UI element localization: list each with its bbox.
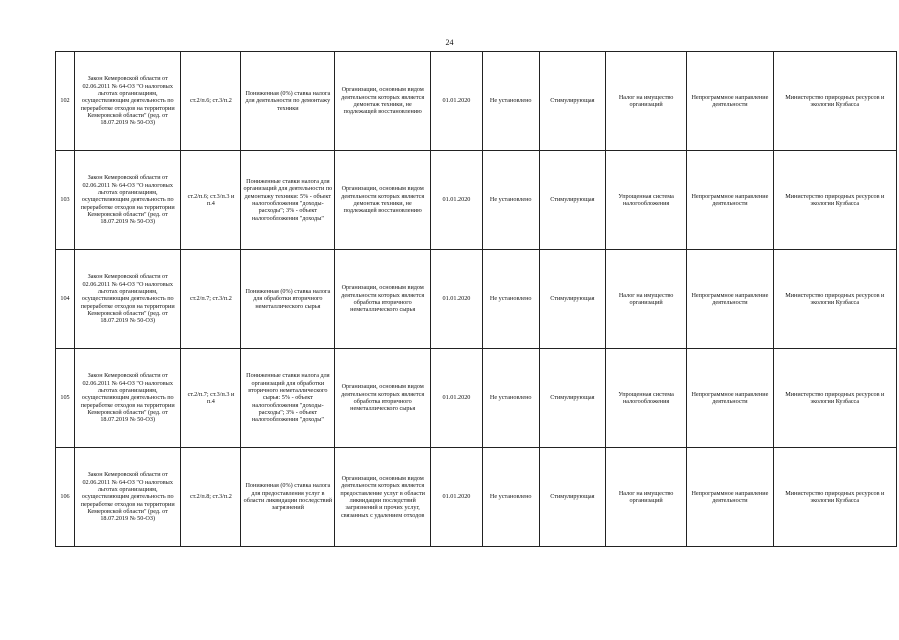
beneficiary-category: Организации, основным видом деятельности которых является обработка вторичного неметаллического сырья — [335, 250, 431, 349]
table-row — [56, 52, 897, 151]
program-direction: Непрограммное направление деятельности — [687, 349, 773, 448]
benefit-type: Стимулирующая — [539, 349, 605, 448]
articles: ст.2/п.6; ст.3/п.3 и п.4 — [181, 151, 241, 250]
curator: Министерство природных ресурсов и экологии Кузбасса — [773, 349, 896, 448]
benefit-type: Стимулирующая — [539, 448, 605, 547]
tax-name: Упрощенная система налогообложения — [606, 151, 687, 250]
beneficiary-category: Организации, основным видом деятельности которых является демонтаж техники, не подлежащей восстановлению — [335, 52, 431, 151]
table-row — [56, 349, 897, 448]
beneficiary-category: Организации, основным видом деятельности которых является предоставление услуг в области ликвидации последствий загрязнений и прочих услуг, связанных с удалением отходов — [335, 448, 431, 547]
law-reference: Закон Кемеровской области от 02.06.2011 № 64-ОЗ "О налоговых льготах организациям, осуществляющим деятельность по переработке отходов на территории Кемеровской области" (ред. от 18.07.2019 № 50-ОЗ) — [74, 250, 180, 349]
tax-name: Налог на имущество организаций — [606, 250, 687, 349]
tax-name: Налог на имущество организаций — [606, 52, 687, 151]
row-number: 105 — [56, 349, 75, 448]
benefit-type: Стимулирующая — [539, 250, 605, 349]
beneficiary-category: Организации, основным видом деятельности которых является обработка вторичного неметаллического сырья — [335, 349, 431, 448]
tax-name: Упрощенная система налогообложения — [606, 349, 687, 448]
program-direction: Непрограммное направление деятельности — [687, 52, 773, 151]
law-reference: Закон Кемеровской области от 02.06.2011 № 64-ОЗ "О налоговых льготах организациям, осуществляющим деятельность по переработке отходов на территории Кемеровской области" (ред. от 18.07.2019 № 50-ОЗ) — [74, 52, 180, 151]
law-reference: Закон Кемеровской области от 02.06.2011 № 64-ОЗ "О налоговых льготах организациям, осуществляющим деятельность по переработке отходов на территории Кемеровской области" (ред. от 18.07.2019 № 50-ОЗ) — [74, 448, 180, 547]
page-number: 24 — [445, 38, 454, 47]
end-term: Не установлено — [482, 52, 539, 151]
articles: ст.2/п.6; ст.3/п.2 — [181, 52, 241, 151]
row-number: 104 — [56, 250, 75, 349]
start-date: 01.01.2020 — [431, 250, 483, 349]
end-term: Не установлено — [482, 250, 539, 349]
benefit-description: Пониженные ставки налога для организаций для деятельности по демонтажу техники: 5% - объект налогообложения "доходы-расходы"; 3% - объект налогообложения "доходы" — [241, 151, 335, 250]
table-row — [56, 448, 897, 547]
program-direction: Непрограммное направление деятельности — [687, 250, 773, 349]
end-term: Не установлено — [482, 349, 539, 448]
program-direction: Непрограммное направление деятельности — [687, 151, 773, 250]
law-reference: Закон Кемеровской области от 02.06.2011 № 64-ОЗ "О налоговых льготах организациям, осуществляющим деятельность по переработке отходов на территории Кемеровской области" (ред. от 18.07.2019 № 50-ОЗ) — [74, 349, 180, 448]
program-direction: Непрограммное направление деятельности — [687, 448, 773, 547]
start-date: 01.01.2020 — [431, 52, 483, 151]
start-date: 01.01.2020 — [431, 349, 483, 448]
tax-benefits-table — [55, 51, 897, 547]
benefit-description: Пониженная (0%) ставка налога для обработки вторичного неметаллического сырья — [241, 250, 335, 349]
curator: Министерство природных ресурсов и экологии Кузбасса — [773, 448, 896, 547]
benefit-description: Пониженные ставки налога для организаций для обработки вторичного неметаллического сырья: 5% - объект налогообложения "доходы-расходы"; 3% - объект налогообложения "доходы" — [241, 349, 335, 448]
row-number: 103 — [56, 151, 75, 250]
benefit-description: Пониженная (0%) ставка налога для предоставления услуг в области ликвидации последствий загрязнений — [241, 448, 335, 547]
end-term: Не установлено — [482, 448, 539, 547]
benefit-type: Стимулирующая — [539, 52, 605, 151]
articles: ст.2/п.7; ст.3/п.3 и п.4 — [181, 349, 241, 448]
row-number: 106 — [56, 448, 75, 547]
articles: ст.2/п.8; ст.3/п.2 — [181, 448, 241, 547]
beneficiary-category: Организации, основным видом деятельности которых является демонтаж техники, не подлежащей восстановлению — [335, 151, 431, 250]
start-date: 01.01.2020 — [431, 448, 483, 547]
law-reference: Закон Кемеровской области от 02.06.2011 № 64-ОЗ "О налоговых льготах организациям, осуществляющим деятельность по переработке отходов на территории Кемеровской области" (ред. от 18.07.2019 № 50-ОЗ) — [74, 151, 180, 250]
benefit-type: Стимулирующая — [539, 151, 605, 250]
start-date: 01.01.2020 — [431, 151, 483, 250]
row-number: 102 — [56, 52, 75, 151]
benefit-description: Пониженная (0%) ставка налога для деятельности по демонтажу техники — [241, 52, 335, 151]
table-row — [56, 250, 897, 349]
end-term: Не установлено — [482, 151, 539, 250]
articles: ст.2/п.7; ст.3/п.2 — [181, 250, 241, 349]
tax-name: Налог на имущество организаций — [606, 448, 687, 547]
table-row — [56, 151, 897, 250]
curator: Министерство природных ресурсов и экологии Кузбасса — [773, 52, 896, 151]
curator: Министерство природных ресурсов и экологии Кузбасса — [773, 250, 896, 349]
curator: Министерство природных ресурсов и экологии Кузбасса — [773, 151, 896, 250]
